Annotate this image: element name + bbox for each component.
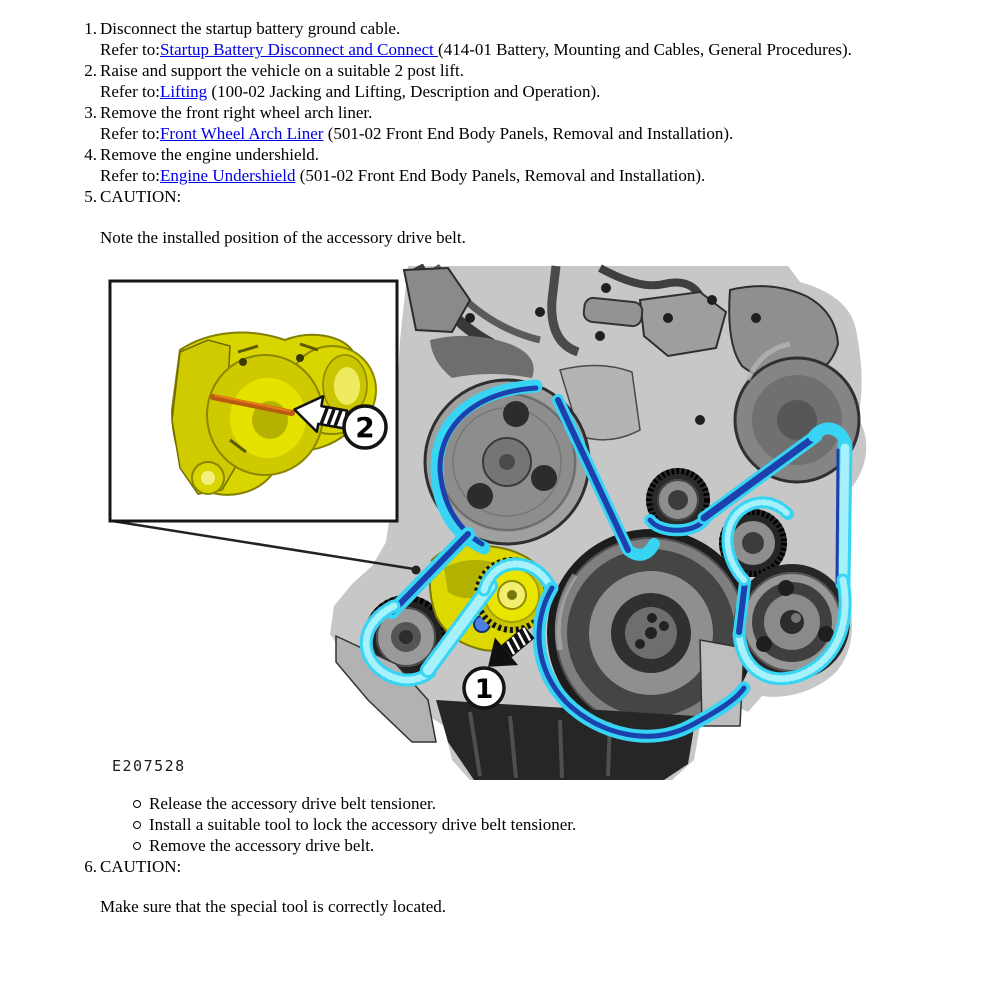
step-number: 5. [84,187,97,206]
callout-2-badge [344,406,386,448]
refer-line [0,39,1007,60]
engine-illustration [96,264,948,782]
caution-note: Note the installed position of the accessory drive belt. [100,228,466,247]
step-text: Disconnect the startup battery ground cable. [100,19,401,38]
leader-line-dot [412,566,421,575]
callout-1-badge [464,668,504,708]
refer-prefix: Refer to: [100,124,160,143]
refer-suffix: (501-02 Front End Body Panels, Removal and Installation). [323,124,734,143]
procedure-step [0,18,1007,39]
refer-line [0,165,1007,186]
caution-note: Make sure that the special tool is correctly located. [100,897,447,916]
engine-sensor [583,297,643,327]
step-text: Raise and support the vehicle on a suitable 2 post lift. [100,61,465,80]
inset-leader-line [112,521,414,569]
bullet-icon [133,842,141,850]
refer-suffix: (414-01 Battery, Mounting and Cables, General Procedures). [438,40,852,59]
figure-label: E207528 [112,757,186,775]
substep-item [0,814,1007,835]
step-number: 6. [84,857,97,876]
substep-text: Release the accessory drive belt tensioner. [149,794,436,813]
link-startup-battery-disconnect[interactable]: Startup Battery Disconnect and Connect [159,40,439,59]
link-lifting[interactable]: Lifting [159,82,208,101]
procedure-step [0,186,1007,207]
substep-item [0,793,1007,814]
procedure-step [0,60,1007,81]
engine-figure [96,264,948,782]
procedure-step [0,102,1007,123]
procedure-step [0,144,1007,165]
step-number: 2. [84,61,97,80]
refer-line [0,123,1007,144]
refer-line [0,81,1007,102]
refer-suffix: (100-02 Jacking and Lifting, Description and Operation). [207,82,601,101]
substep-text: Install a suitable tool to lock the accessory drive belt tensioner. [149,815,577,834]
step-number: 3. [84,103,97,122]
procedure-step [0,856,1007,877]
link-engine-undershield[interactable]: Engine Undershield [159,166,296,185]
step-text: Remove the front right wheel arch liner. [100,103,373,122]
caution-heading: CAUTION: [100,187,182,206]
substep-text: Remove the accessory drive belt. [149,836,375,855]
substep-item [0,835,1007,856]
refer-prefix: Refer to: [100,166,160,185]
caution-heading: CAUTION: [100,857,182,876]
bullet-icon [133,800,141,808]
refer-prefix: Refer to: [100,82,160,101]
bullet-icon [133,821,141,829]
callout-1-label: 1 [474,674,494,705]
link-front-wheel-arch-liner[interactable]: Front Wheel Arch Liner [159,124,324,143]
step-text: Remove the engine undershield. [100,145,320,164]
refer-suffix: (501-02 Front End Body Panels, Removal and Installation). [295,166,706,185]
step-number: 4. [84,145,97,164]
step-number: 1. [84,19,97,38]
refer-prefix: Refer to: [100,40,160,59]
callout-2-label: 2 [355,411,375,444]
